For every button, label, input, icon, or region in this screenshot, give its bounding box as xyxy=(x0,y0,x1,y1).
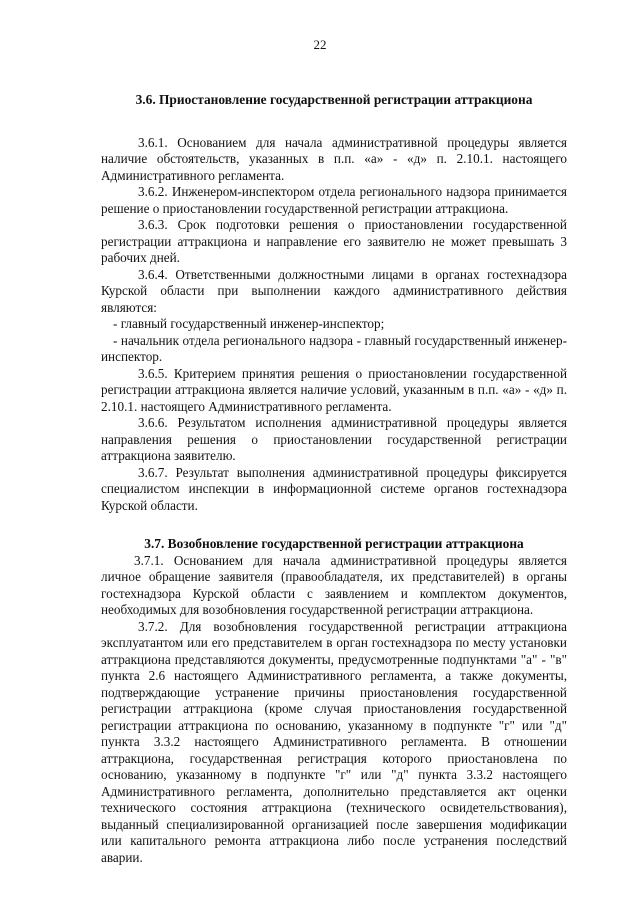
list-item-chief-inspector: - главный государственный инженер-инспектор; xyxy=(113,316,385,331)
section-3-6-heading: 3.6. Приостановление государственной регистрации аттракциона xyxy=(135,92,533,107)
paragraph-3-6-3: 3.6.3. Срок подготовки решения о приостановлении государственной регистрации аттракциона и направление его заявителю не может превышать 3 рабочих дней. xyxy=(101,217,567,265)
paragraph-3-6-6: 3.6.6. Результатом исполнения административной процедуры является направления решения о приостановлении государственной регистрации аттракциона заявителю. xyxy=(101,415,567,463)
page-number: 22 xyxy=(313,37,327,52)
section-3-7-heading: 3.7. Возобновление государственной регистрации аттракциона xyxy=(144,536,524,551)
paragraph-3-6-7: 3.6.7. Результат выполнения административной процедуры фиксируется специалистом инспекции в информационной системе органов гостехнадзора Курской области. xyxy=(101,464,567,513)
page-content xyxy=(101,92,567,866)
paragraph-3-6-5: 3.6.5. Критерием принятия решения о приостановлении государственной регистрации аттракциона является наличие условий, указанным в п.п. «а» - «д» п. 2.10.1. настоящего Административного регламента. xyxy=(101,365,567,414)
list-item-department-head: - начальник отдела регионального надзора - главный государственный инженер-инспектор. xyxy=(101,332,567,364)
paragraph-3-7-2: 3.7.2. Для возобновления государственной регистрации аттракциона эксплуатантом или его представителем в орган гостехнадзора по месту установки аттракциона представляются документы, предусмотренные подпунктами "а" - "в" пункта 2.6 настоящего Административного регламента, а также документы, подтверждающие устранение причины приостановления государственной регистрации аттракциона (кроме случая приостановления государственной регистрации аттракциона по основанию, указанному в подпункте "г" или "д" пункта 3.3.2 настоящего Административного регламента. В отношении аттракциона, государственная регистрация которого приостановлена по основанию, указанному в подпункте "г" или "д" пункта 3.3.2 настоящего Административного регламента, дополнительно представляется акт оценки технического состояния аттракциона (технического освидетельствования), выданный специализированной организацией после завершения модификации или капитального ремонта аттракциона либо после устранения последствий аварии. xyxy=(101,618,567,865)
paragraph-3-6-4: 3.6.4. Ответственными должностными лицами в органах гостехнадзора Курской области при выполнении каждого административного действия являются: xyxy=(101,266,567,315)
paragraph-3-6-2: 3.6.2. Инженером-инспектором отдела регионального надзора принимается решение о приостановлении государственной регистрации аттракциона. xyxy=(101,184,567,216)
paragraph-3-6-1: 3.6.1. Основанием для начала административной процедуры является наличие обстоятельств, указанных в п.п. «а» - «д» п. 2.10.1. настоящего Административного регламента. xyxy=(101,134,567,183)
paragraph-3-7-1: 3.7.1. Основанием для начала административной процедуры является личное обращение заявителя (правообладателя, их представителей) в органы гостехнадзора Курской области с заявлением и комплектом документов, необходимых для возобновления государственной регистрации аттракциона. xyxy=(101,552,567,617)
